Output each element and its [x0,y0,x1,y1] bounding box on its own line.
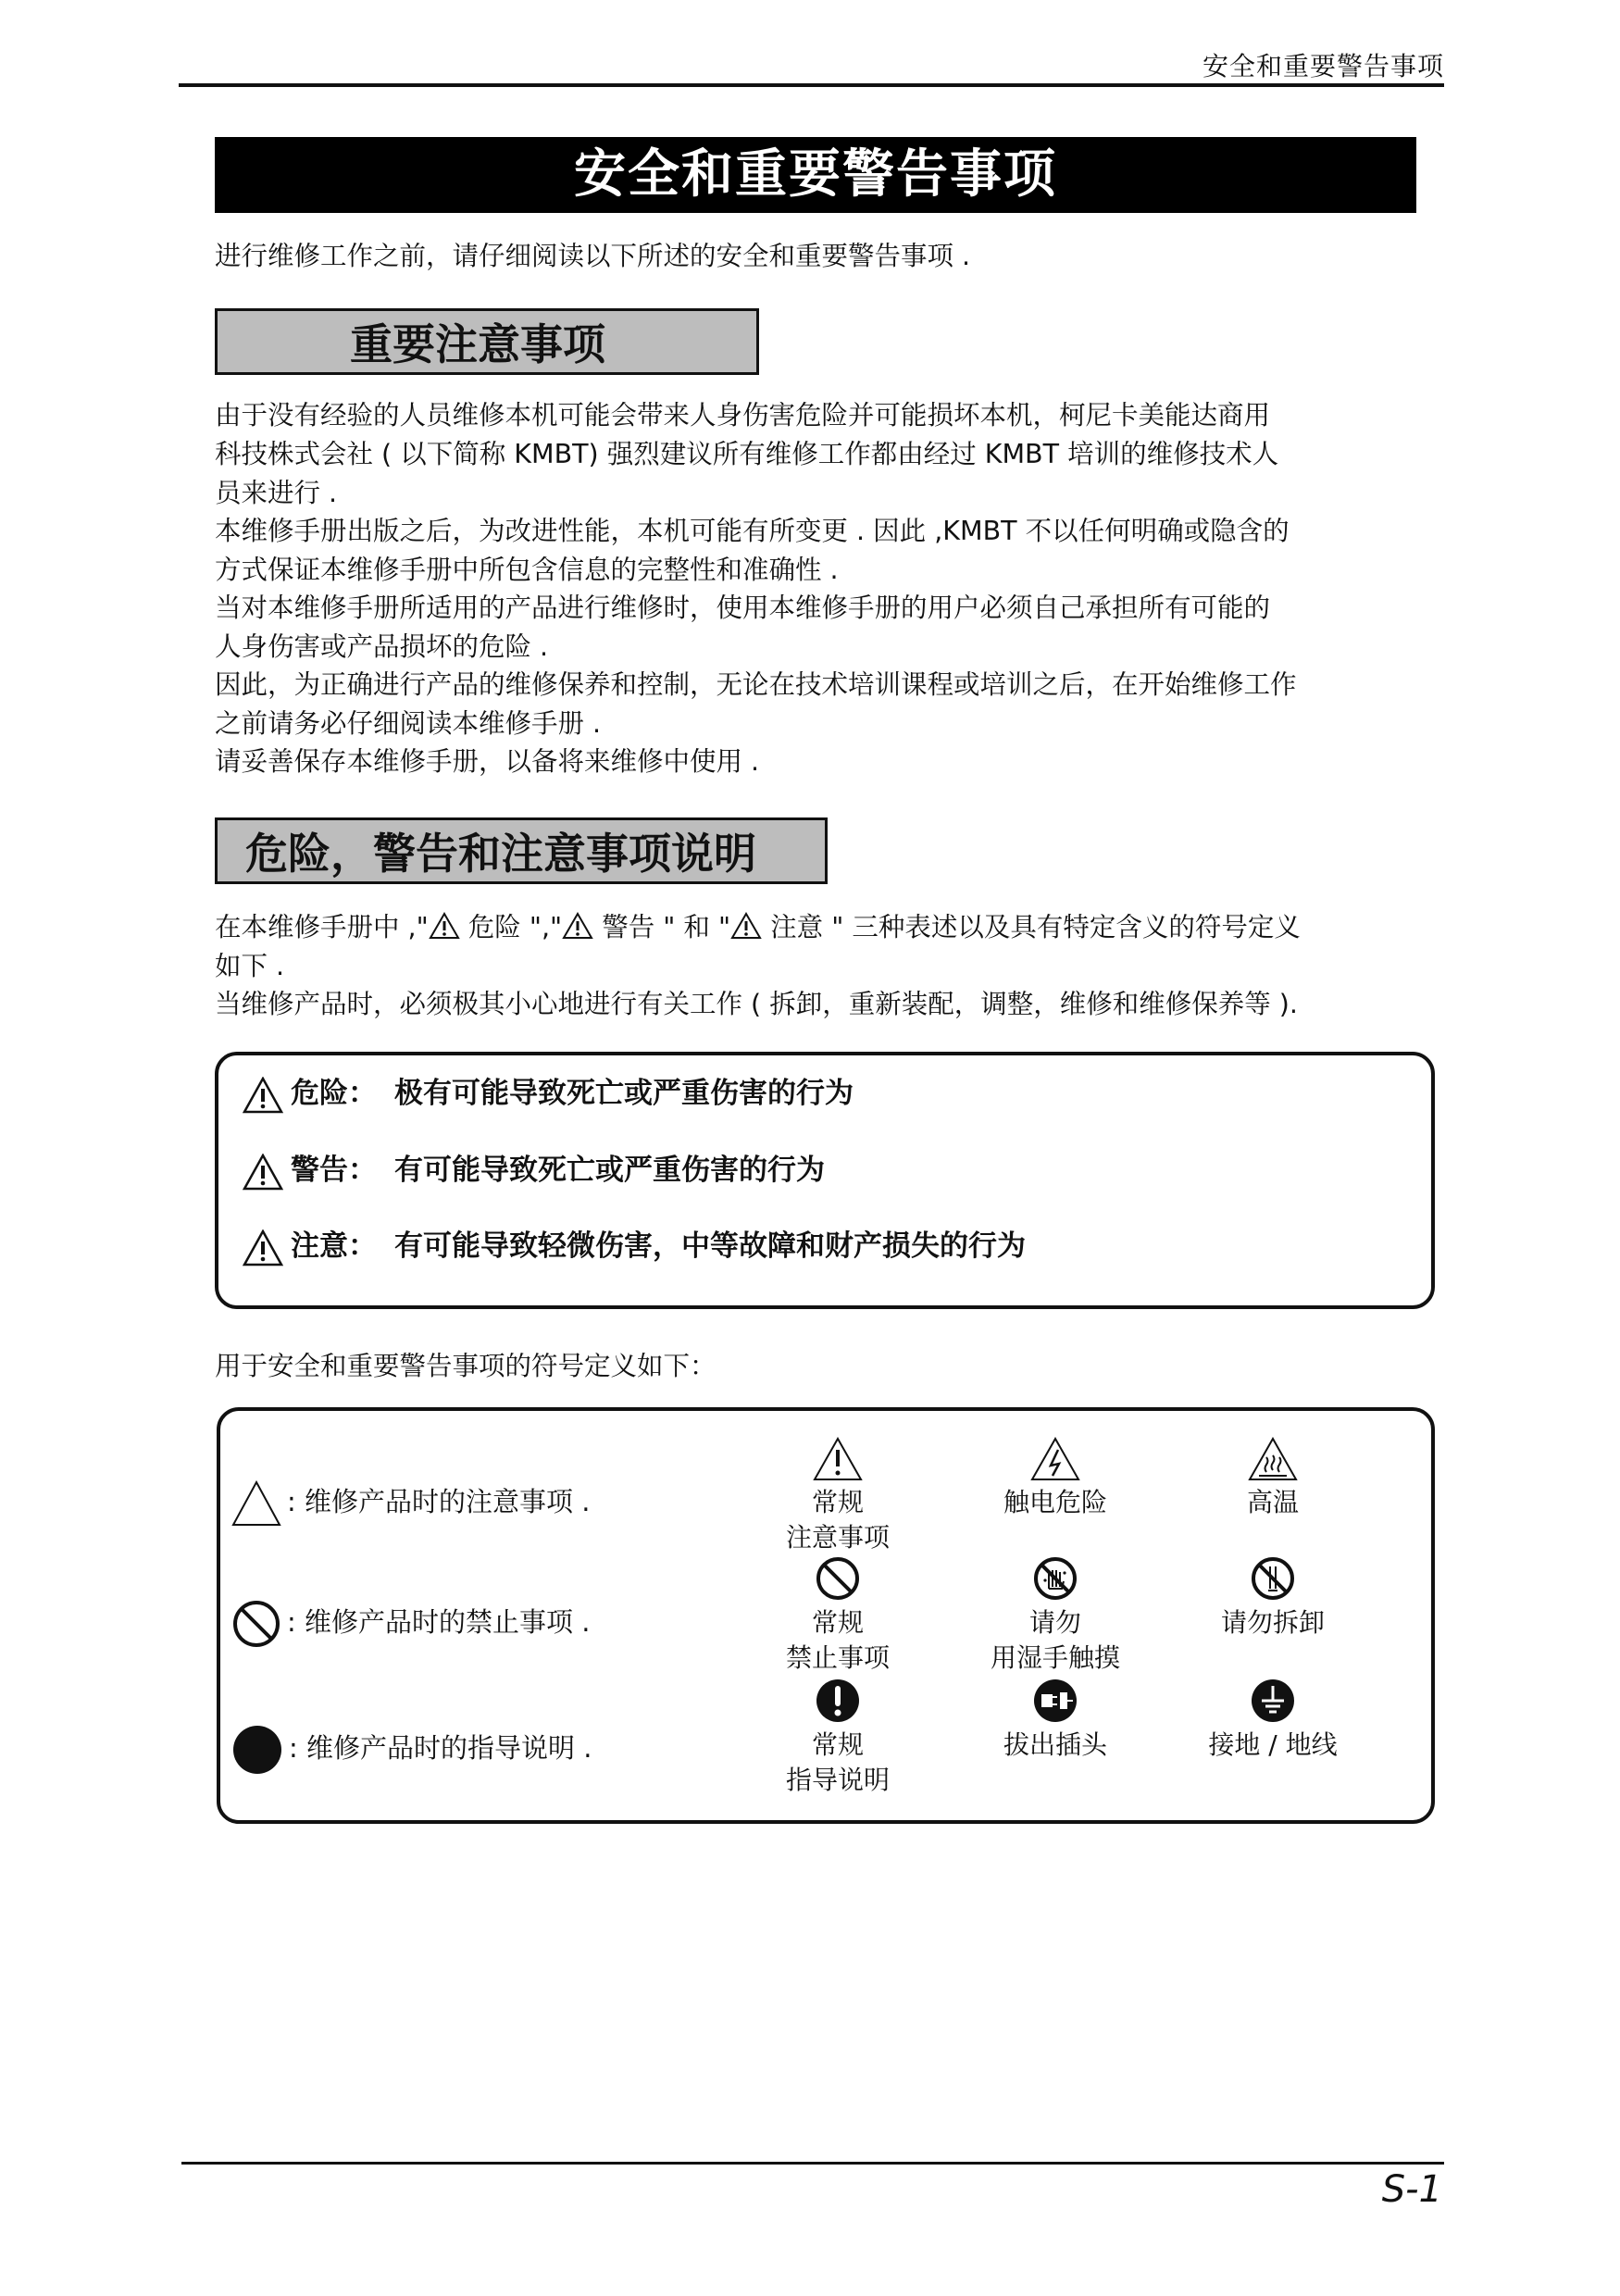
symbol-general-caution [745,1437,930,1555]
symbol-ground [1180,1678,1365,1763]
hazard-intro-part: 警告 " 和 " [593,912,731,942]
legend-instruction [231,1720,592,1776]
legend-prohibition [231,1594,590,1650]
intro-text: 进行维修工作之前，请仔细阅读以下所述的安全和重要警告事项 . [215,241,971,271]
section-heading-hazard: 危险，警告和注意事项说明 [215,817,828,884]
no-disassembly-icon [1250,1555,1296,1602]
important-line: 员来进行 . [215,478,338,508]
hazard-level-danger [243,1069,854,1117]
important-line: 本维修手册出版之后，为改进性能，本机可能有所变更 . 因此 ,KMBT 不以任何明确或隐含的 [215,516,1290,546]
header-rule [179,83,1444,87]
legend-text: : 维修产品时的指导说明 . [289,1732,592,1764]
symbol-label: 常规 [811,1729,864,1760]
warning-triangle-icon [730,912,762,940]
warning-triangle-icon [243,1154,283,1191]
unplug-icon [1032,1678,1078,1724]
hazard-desc: 有可能导致死亡或严重伤害的行为 [394,1154,825,1187]
hazard-intro-line: 如下 . [215,951,285,981]
important-line: 科技株式会社 ( 以下简称 KMBT) 强烈建议所有维修工作都由经过 KMBT 培训的维修技术人 [215,439,1279,469]
symbol-unplug [963,1678,1148,1763]
no-wet-hands-icon [1032,1555,1078,1602]
symbol-high-temperature [1180,1437,1365,1520]
important-line: 因此，为正确进行产品的维修保养和控制，无论在技术培训课程或培训之后，在开始维修工作 [215,669,1297,700]
hazard-term: 注意： [291,1229,377,1263]
hazard-intro-line [215,908,1301,947]
warning-triangle-icon [429,912,460,940]
symbol-label: 拔出插头 [1003,1729,1107,1760]
symbol-label: 高温 [1246,1487,1299,1517]
symbol-label: 常规 [811,1487,864,1517]
symbol-general-instruction [745,1678,930,1798]
warning-triangle-icon [243,1077,283,1114]
general-caution-icon [813,1437,863,1481]
hazard-intro-part: 危险 "," [459,912,563,942]
hazard-desc: 极有可能导致死亡或严重伤害的行为 [394,1077,854,1110]
legend-text: : 维修产品时的注意事项 . [287,1486,591,1517]
triangle-outline-icon [231,1480,281,1527]
symbol-label: 注意事项 [785,1522,890,1553]
symbol-no-disassembly [1180,1555,1365,1641]
general-instruction-icon [815,1678,861,1724]
footer-rule [181,2162,1444,2165]
hazard-intro-part: 注意 " 三种表述以及具有特定含义的符号定义 [762,912,1301,942]
important-line: 当对本维修手册所适用的产品进行维修时，使用本维修手册的用户必须自己承担所有可能的 [215,593,1271,623]
high-temperature-icon [1248,1437,1298,1481]
symbol-label: 接地 / 地线 [1208,1729,1338,1760]
hazard-term: 危险： [291,1077,377,1110]
hazard-term: 警告： [291,1154,377,1187]
hazard-intro-part: 在本维修手册中 ," [215,912,429,942]
symbol-label: 触电危险 [1003,1487,1107,1517]
symbol-electric-shock [963,1437,1148,1520]
symbol-no-wet-hands [963,1555,1148,1676]
hazard-level-caution [243,1222,1026,1270]
general-prohibition-icon [815,1555,861,1602]
important-line: 之前请务必仔细阅读本维修手册 . [215,708,602,739]
section-heading-important: 重要注意事项 [215,308,759,375]
filled-circle-icon [231,1724,283,1776]
important-line: 请妥善保存本维修手册，以备将来维修中使用 . [215,746,760,777]
symbol-label: 请勿拆卸 [1220,1607,1325,1638]
symbol-label: 用湿手触摸 [990,1642,1120,1673]
page-number: S-1 [1381,2168,1442,2211]
symbol-label: 常规 [811,1607,864,1638]
symbol-label: 指导说明 [785,1765,890,1795]
warning-triangle-icon [243,1229,283,1267]
important-line: 方式保证本维修手册中所包含信息的完整性和准确性 . [215,555,839,585]
symbol-general-prohibition [745,1555,930,1676]
symbols-intro-text: 用于安全和重要警告事项的符号定义如下： [215,1351,717,1381]
hazard-level-warning [243,1146,825,1194]
symbol-label: 请勿 [1028,1607,1081,1638]
important-line: 由于没有经验的人员维修本机可能会带来人身伤害危险并可能损坏本机，柯尼卡美能达商用 [215,400,1271,430]
legend-caution [231,1474,590,1529]
electric-shock-icon [1030,1437,1080,1481]
ground-icon [1250,1678,1296,1724]
legend-text: : 维修产品时的禁止事项 . [287,1606,591,1638]
symbol-label: 禁止事项 [785,1642,890,1673]
hazard-desc: 有可能导致轻微伤害，中等故障和财产损失的行为 [394,1229,1026,1263]
warning-triangle-icon [562,912,593,940]
running-header-title: 安全和重要警告事项 [1202,51,1444,81]
hazard-intro-line: 当维修产品时，必须极其小心地进行有关工作 ( 拆卸，重新装配，调整，维修和维修保养等 ). [215,989,1298,1019]
important-line: 人身伤害或产品损坏的危险 . [215,631,549,662]
prohibition-circle-icon [231,1599,281,1649]
page-title: 安全和重要警告事项 [215,137,1416,213]
